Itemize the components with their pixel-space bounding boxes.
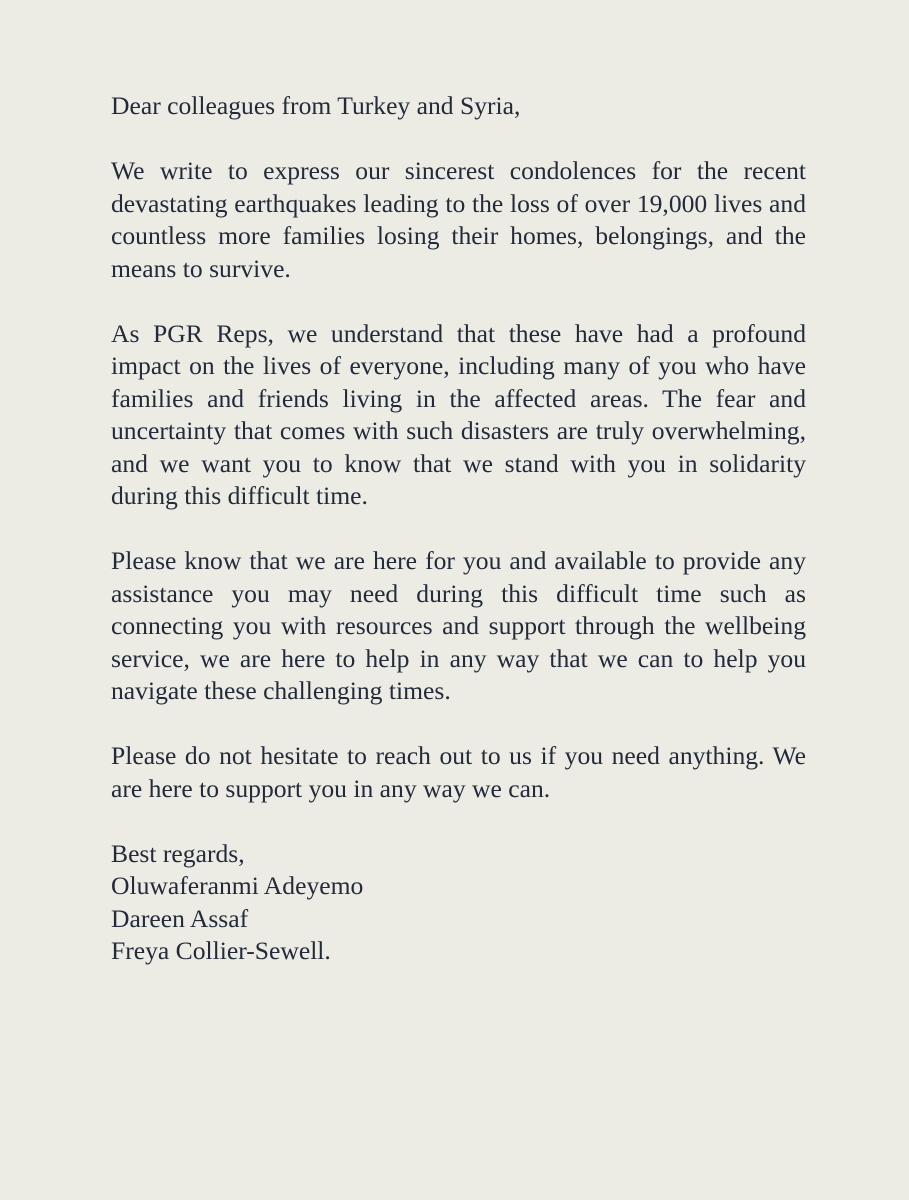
signatory-name: Freya Collier-Sewell.: [111, 936, 331, 965]
letter-greeting: Dear colleagues from Turkey and Syria,: [111, 91, 521, 120]
signatory-name: Dareen Assaf: [111, 903, 249, 933]
signature-block: [111, 838, 806, 968]
letter-paragraph-solidarity: As PGR Reps, we understand that these have had a profound impact on the lives of everyone, including many of you who have families and friends living in the affected areas. The fear and uncertainty that comes with such disasters are truly overwhelming, and we want you to know that we stand with you in solidarity during this difficult time.: [111, 318, 806, 510]
letter-closing: Best regards,: [111, 838, 245, 868]
letter-paragraph-assistance: Please know that we are here for you and available to provide any assistance you may need during this difficult time such as connecting you with resources and support through the wellbeing service, we are here to help in any way that we can to help you navigate these challenging times.: [111, 546, 806, 705]
letter-paragraph-condolences: We write to express our sincerest condolences for the recent devastating earthquakes leading to the loss of over 19,000 lives and countless more families losing their homes, belongings, and the means to survive.: [111, 156, 806, 283]
letter-paragraph-reach-out: Please do not hesitate to reach out to us if you need anything. We are here to support you in any way we can.: [111, 741, 806, 803]
signatory-name: Oluwaferanmi Adeyemo: [111, 871, 364, 900]
